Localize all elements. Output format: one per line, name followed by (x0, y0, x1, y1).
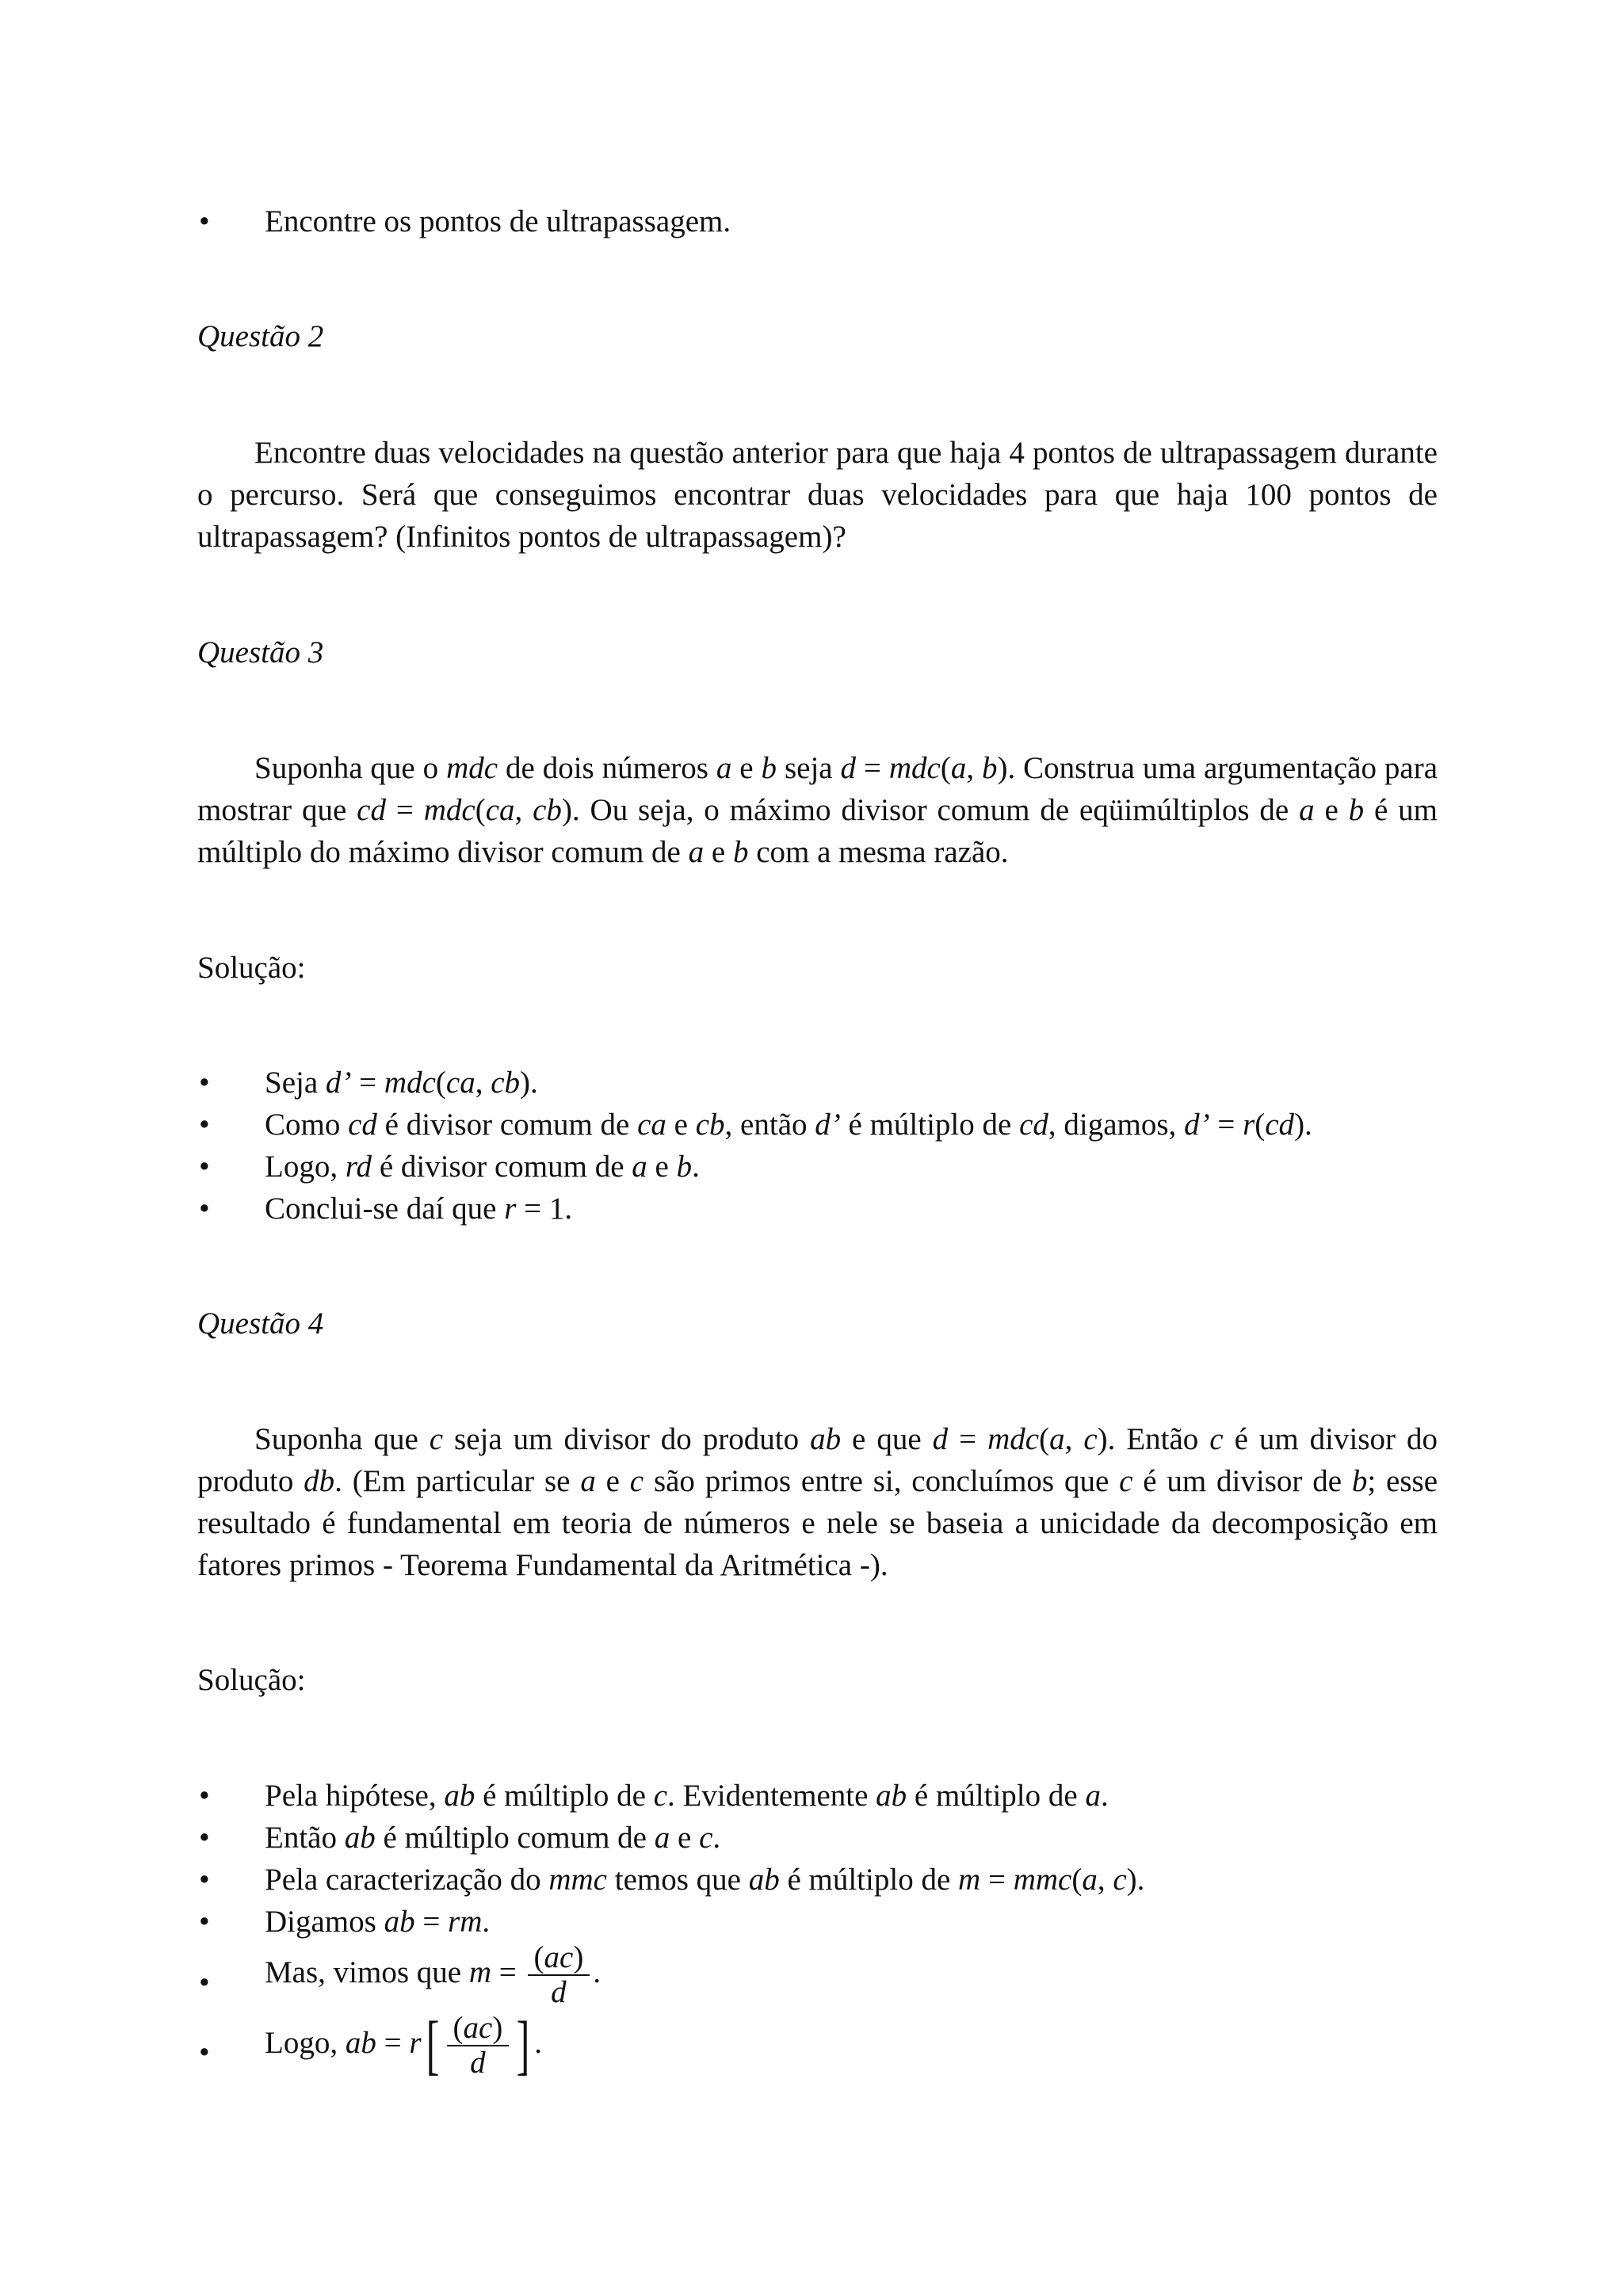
question-4-heading: Questão 4 (197, 1306, 324, 1341)
list-item: • Pela hipótese, ab é múltiplo de c. Evidentemente ab é múltiplo de a. (199, 1779, 1109, 1813)
list-item: • Mas, vimos que m = $\frac{(ac)}{d}$ . (199, 1940, 601, 2009)
question-4-solution-label: Solução: (197, 1663, 306, 1697)
list-item: • Logo, rd é divisor comum de a e b. (199, 1150, 700, 1184)
list-item: • Conclui-se daí que r = 1. (199, 1192, 573, 1226)
question-3-solution-label: Solução: (197, 951, 306, 985)
question-4-solution-list (197, 1775, 1438, 2082)
fraction: $\frac{(ac)}{d}$ (528, 1943, 590, 2008)
list-item: • Encontre os pontos de ultrapassagem. (199, 204, 731, 238)
list-item: • Pela caracterização do mmc temos que ab é múltiplo de m = mmc(a, c). (199, 1863, 1145, 1897)
question-3-heading: Questão 3 (197, 635, 324, 669)
list-item: • Logo, ab = r[ $\frac{(ac)}{d}$ ] . (199, 2008, 543, 2082)
question-3-solution-list (197, 1062, 1438, 1230)
bullet-text: Encontre os pontos de ultrapassagem. (265, 204, 731, 238)
question-3-text: Suponha que o mdc de dois números a e b seja d = mdc(a, b). Construa uma argumentação para mostrar que cd = mdc(ca, cb). Ou seja, o máximo divisor comum de eqüimúltiplos de a e b é um múltiplo do máximo divisor comum de a e b com a mesma razão. (197, 751, 1438, 869)
list-item: • Então ab é múltiplo comum de a e c. (199, 1821, 721, 1855)
list-item: • Seja d’ = mdc(ca, cb). (199, 1066, 538, 1100)
list-item: • Como cd é divisor comum de ca e cb, então d’ é múltiplo de cd, digamos, d’ = r(cd). (199, 1108, 1312, 1142)
fraction: $\frac{(ac)}{d}$ (447, 2013, 510, 2078)
question-2-text: Encontre duas velocidades na questão anterior para que haja 4 pontos de ultrapassagem durante o percurso. Será que conseguimos encontrar duas velocidades para que haja 100 pontos de ultrapassagem? (Infinitos pontos de ultrapassagem)? (197, 436, 1438, 554)
question-4-text: Suponha que c seja um divisor do produto ab e que d = mdc(a, c). Então c é um divisor do produto db. (Em particular se a e c são primos entre si, concluímos que c é um divisor de b; esse resultado é fundamental em teoria de números e nele se baseia a unicidade da decomposição em fatores primos - Teorema Fundamental da Aritmética -). (197, 1422, 1438, 1582)
top-bullet-list (197, 200, 1438, 242)
list-item: • Digamos ab = rm. (199, 1905, 491, 1939)
question-2-heading: Questão 2 (197, 319, 324, 353)
